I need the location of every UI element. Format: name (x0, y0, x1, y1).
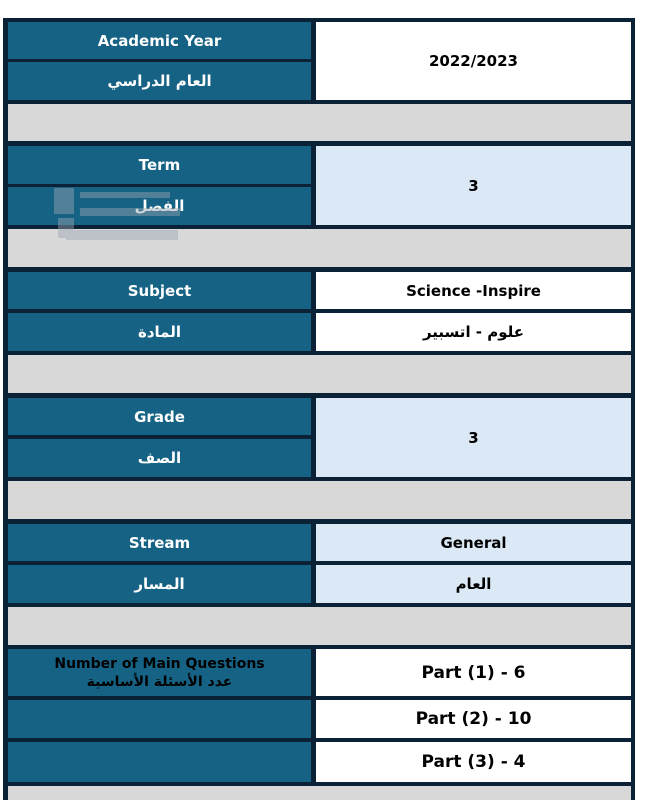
stream-label-ar: المسار (8, 565, 311, 603)
stream-value: General (316, 524, 631, 561)
separator-row (8, 104, 631, 141)
grade-label-ar: الصف (8, 439, 311, 477)
questions-label-blank (8, 742, 311, 782)
term-label-ar: الفصل (8, 187, 311, 225)
exam-info-table (3, 18, 635, 800)
questions-part-1: Part (1) - 6 (316, 649, 631, 696)
separator-row (8, 786, 631, 800)
separator-row (8, 229, 631, 267)
questions-label-en: Number of Main Questions (54, 655, 265, 672)
separator-row (8, 607, 631, 645)
subject-value-ar: علوم - اتسبير (316, 313, 631, 351)
academic-year-label: Academic Year (8, 22, 311, 59)
subject-value: Science -Inspire (316, 272, 631, 309)
questions-part-3: Part (3) - 4 (316, 742, 631, 782)
grade-label: Grade (8, 398, 311, 435)
questions-part-2: Part (2) - 10 (316, 700, 631, 738)
separator-row (8, 481, 631, 519)
term-value: 3 (316, 146, 631, 225)
subject-label: Subject (8, 272, 311, 309)
questions-label-ar: عدد الأسئلة الأساسية (86, 673, 233, 690)
stream-value-ar: العام (316, 565, 631, 603)
questions-label (8, 649, 311, 696)
subject-label-ar: المادة (8, 313, 311, 351)
grade-value: 3 (316, 398, 631, 477)
term-label: Term (8, 146, 311, 184)
academic-year-label-ar: العام الدراسي (8, 62, 311, 100)
separator-row (8, 355, 631, 393)
questions-label-blank (8, 700, 311, 738)
academic-year-value: 2022/2023 (316, 22, 631, 100)
stream-label: Stream (8, 524, 311, 561)
